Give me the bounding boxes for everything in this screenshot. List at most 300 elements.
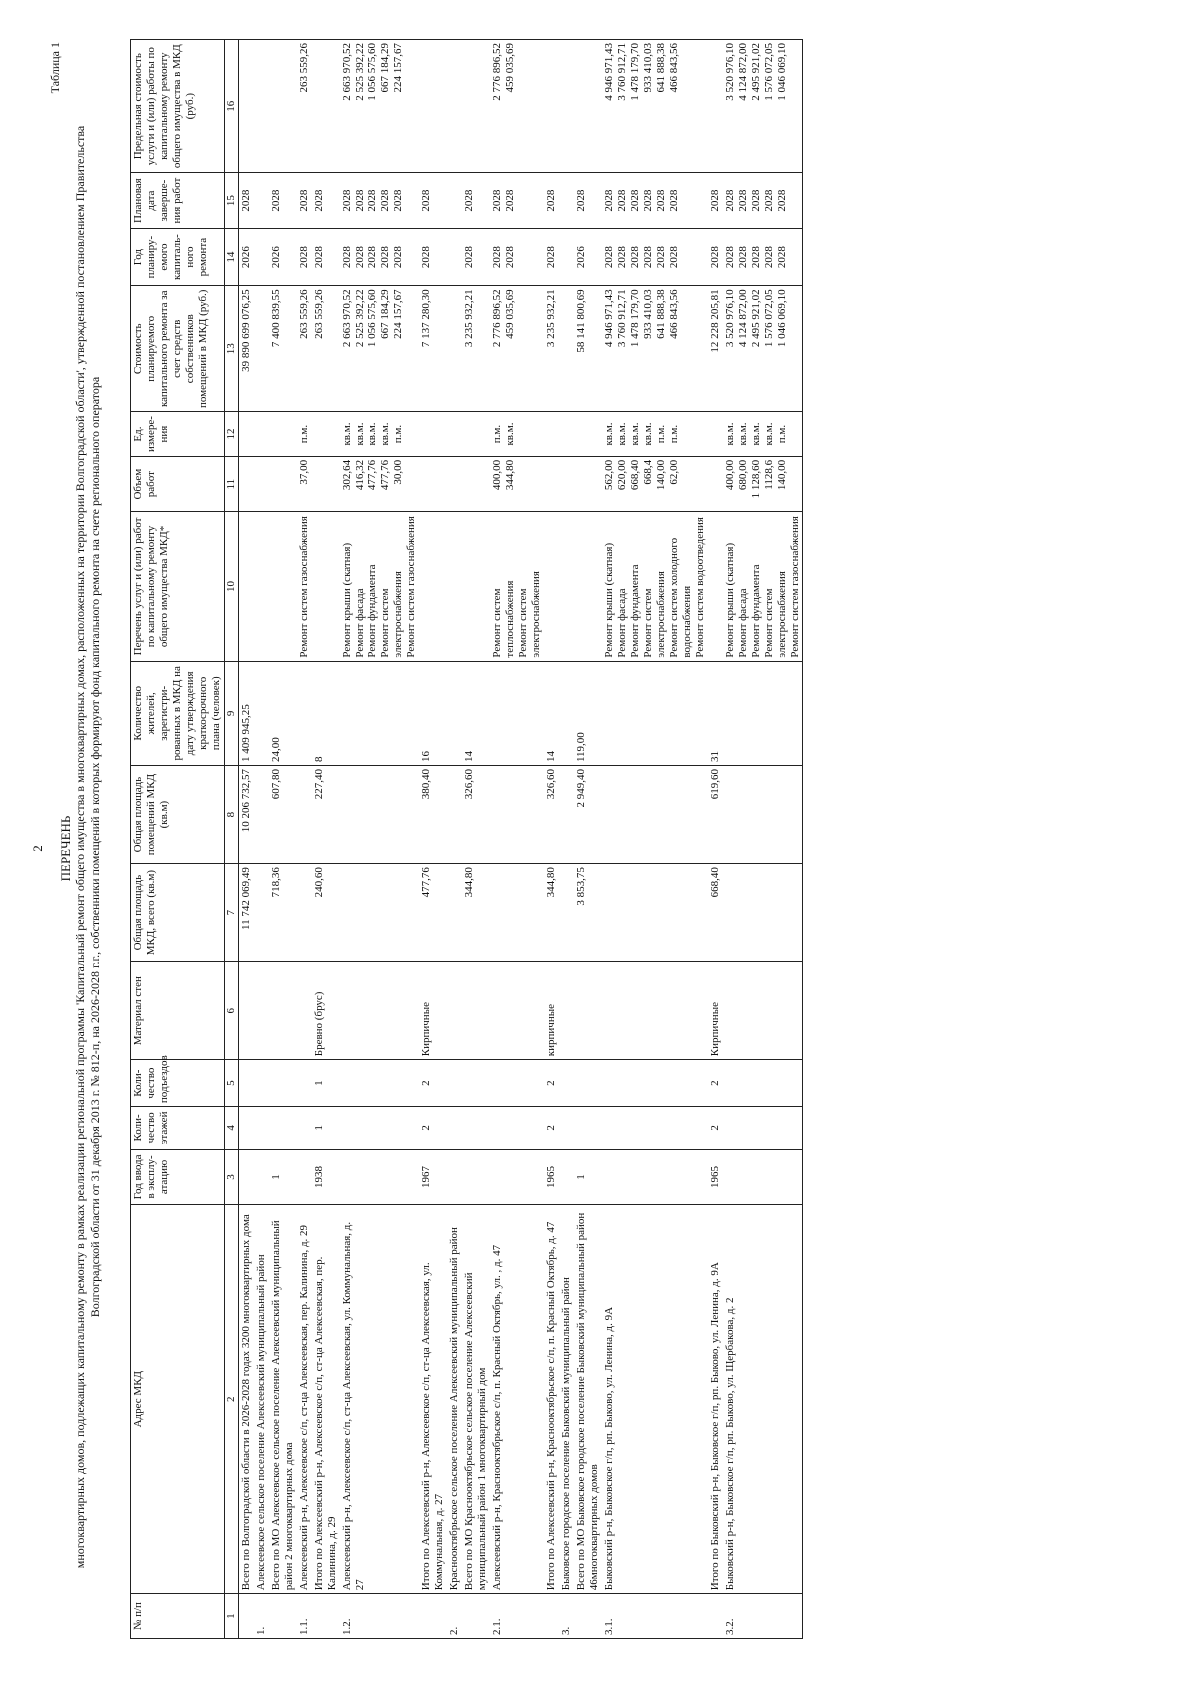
cell-line: кв.м. <box>602 422 615 446</box>
cell-limit <box>602 40 708 173</box>
cell-residents <box>602 661 708 765</box>
cell-num: 3. <box>559 1594 574 1639</box>
cell-line: 62,00 <box>667 459 680 485</box>
cell-vol <box>312 456 340 511</box>
table-row <box>447 40 462 1639</box>
cell-cost <box>254 286 269 412</box>
cell-area-prem <box>559 766 574 864</box>
cell-unit <box>559 412 574 457</box>
cell-line: 2 525 392,22 <box>353 289 366 348</box>
cell-addr: Алексеевское сельское поселение Алексеевский муниципальный район <box>254 1205 269 1594</box>
cell-line: 2028 <box>736 246 749 269</box>
cell-limit <box>462 40 490 173</box>
cell-entr <box>238 1060 253 1107</box>
column-header: Количество жителей, зарегистри-рованных в МКД на дату утверждения краткосрочного плана (человек) <box>131 661 225 765</box>
cell-year <box>723 1149 803 1204</box>
cell-vol <box>254 456 269 511</box>
cell-line: 2028 <box>641 189 654 212</box>
cell-num <box>574 1594 602 1639</box>
cell-addr: Итого по Алексеевский р-н, Алексеевское с/п, ст-ца Алексеевская, ул. Коммунальная, д. 27 <box>419 1205 447 1594</box>
cell-area: 344,80 <box>544 864 559 962</box>
cell-year <box>462 1149 490 1204</box>
cell-limit <box>419 40 447 173</box>
cell-done <box>254 173 269 228</box>
cell-line: 2028 <box>366 246 379 269</box>
cell-unit <box>462 412 490 457</box>
cell-line: 1 576 072,05 <box>762 43 775 101</box>
table-row <box>574 40 602 1639</box>
cell-line: Ремонт систем электроснабжения <box>762 571 788 658</box>
cell-line: п.м. <box>491 424 504 444</box>
cell-vol <box>297 456 312 511</box>
column-number: 11 <box>224 456 238 511</box>
cell-works <box>574 512 602 661</box>
column-header: Год ввода в эксплу-атацию <box>131 1149 225 1204</box>
cell-year <box>559 1149 574 1204</box>
column-number: 7 <box>224 864 238 962</box>
cell-line: 2 663 970,52 <box>340 289 353 348</box>
cell-unit <box>602 412 708 457</box>
cell-line: кв.м. <box>762 422 775 446</box>
cell-line: 140,00 <box>775 459 788 491</box>
cell-year <box>447 1149 462 1204</box>
cell-line: 2 776 896,52 <box>491 289 504 348</box>
cell-year <box>254 1149 269 1204</box>
cell-mat <box>297 962 312 1060</box>
cell-num: 1.2. <box>340 1594 420 1639</box>
table-row <box>544 40 559 1639</box>
column-number: 2 <box>224 1205 238 1594</box>
cell-num: 2.1. <box>490 1594 544 1639</box>
cell-vol <box>544 456 559 511</box>
cell-works <box>490 512 544 661</box>
cell-entr <box>269 1060 297 1107</box>
cell-limit <box>544 40 559 173</box>
cell-line: Ремонт фундамента <box>366 564 379 658</box>
table-row <box>490 40 544 1639</box>
cell-line: 400,00 <box>491 459 504 491</box>
cell-line: 668,40 <box>628 459 641 491</box>
cell-line: Ремонт фасада <box>736 588 749 658</box>
cell-mat: Бревно (брус) <box>312 962 340 1060</box>
table-row <box>269 40 297 1639</box>
cell-residents: 14 <box>462 661 490 765</box>
cell-cost: 7 137 280,30 <box>419 286 447 412</box>
cell-line: п.м. <box>667 424 680 444</box>
cell-works <box>602 512 708 661</box>
cell-line: 4 946 971,43 <box>602 289 615 348</box>
cell-line: 2028 <box>667 189 680 212</box>
cell-floors: 2 <box>708 1107 723 1150</box>
cell-limit <box>297 40 312 173</box>
cell-area: 344,80 <box>462 864 490 962</box>
column-number: 6 <box>224 962 238 1060</box>
cell-area-prem <box>297 766 312 864</box>
cell-year <box>340 1149 420 1204</box>
page-number: 2 <box>30 845 45 852</box>
column-number: 14 <box>224 228 238 286</box>
cell-line: Ремонт систем газоснабжения <box>297 516 310 658</box>
cell-line: 2028 <box>504 246 517 269</box>
cell-line: 2028 <box>775 189 788 212</box>
cell-line: 459 035,69 <box>504 43 517 93</box>
cell-plan-year <box>602 228 708 286</box>
cell-area: 718,36 <box>269 864 297 962</box>
cell-addr: Алексеевский р-н, Алексеевское с/п, ст-ца Алексеевская, ул. Коммунальная, д. 27 <box>340 1205 420 1594</box>
cell-line: 2028 <box>491 246 504 269</box>
cell-line: п.м. <box>775 424 788 444</box>
cell-area: 3 853,75 <box>574 864 602 962</box>
cell-line: кв.м. <box>504 422 517 446</box>
column-number: 16 <box>224 40 238 173</box>
cell-done: 2028 <box>297 173 312 228</box>
cell-floors <box>462 1107 490 1150</box>
cell-plan-year: 2026 <box>574 228 602 286</box>
cell-line: 400,00 <box>723 459 736 491</box>
cell-unit <box>574 412 602 457</box>
cell-year: 1965 <box>708 1149 723 1204</box>
cell-line: Ремонт фасада <box>353 588 366 658</box>
cell-year <box>297 1149 312 1204</box>
cell-line: 3 520 976,10 <box>723 43 736 101</box>
cell-plan-year: 2026 <box>269 228 297 286</box>
cell-line: 466 843,56 <box>667 43 680 93</box>
cell-addr: Всего по МО Краснооктябрьское сельское поселение Алексеевский муниципальный район 1 многоквартирный дом <box>462 1205 490 1594</box>
cell-done: 2028 <box>574 173 602 228</box>
cell-limit <box>254 40 269 173</box>
cell-line: 620,00 <box>615 459 628 491</box>
cell-year: 1965 <box>544 1149 559 1204</box>
column-header: Перечень услуг и (или) работ по капитальному ремонту общего имущества МКД* <box>131 512 225 661</box>
cell-cost: 12 228 205,81 <box>708 286 723 412</box>
cell-floors <box>602 1107 708 1150</box>
cell-line: 4 946 971,43 <box>602 43 615 101</box>
cell-vol <box>462 456 490 511</box>
cell-vol <box>340 456 420 511</box>
cell-line: 2028 <box>392 189 405 212</box>
cell-line: 4 124 872,00 <box>736 289 749 348</box>
cell-vol <box>574 456 602 511</box>
cell-floors <box>490 1107 544 1150</box>
cell-done: 2028 <box>269 173 297 228</box>
cell-line: 2028 <box>602 246 615 269</box>
repair-list-table <box>130 39 803 1639</box>
column-header: Общая площадь помещений МКД (кв.м) <box>131 766 225 864</box>
cell-plan-year <box>559 228 574 286</box>
cell-area <box>490 864 544 962</box>
cell-mat <box>490 962 544 1060</box>
cell-area-prem <box>490 766 544 864</box>
cell-line: 30,00 <box>392 459 405 485</box>
cell-residents: 14 <box>544 661 559 765</box>
cell-line: 2028 <box>615 246 628 269</box>
cell-area: 11 742 069,49 <box>238 864 253 962</box>
cell-line: 37,00 <box>297 459 310 485</box>
cell-line: 140,00 <box>654 459 667 491</box>
cell-line: кв.м. <box>723 422 736 446</box>
cell-limit <box>574 40 602 173</box>
cell-num <box>544 1594 559 1639</box>
cell-addr: Быковское городское поселение Быковский муниципальный район <box>559 1205 574 1594</box>
cell-vol <box>269 456 297 511</box>
cell-entr <box>574 1060 602 1107</box>
cell-line: п.м. <box>297 424 310 444</box>
cell-line: 477,76 <box>379 459 392 491</box>
cell-floors <box>574 1107 602 1150</box>
cell-residents <box>559 661 574 765</box>
cell-line: 2028 <box>628 189 641 212</box>
cell-floors <box>447 1107 462 1150</box>
cell-works <box>269 512 297 661</box>
cell-residents <box>340 661 420 765</box>
cell-line: 477,76 <box>366 459 379 491</box>
cell-cost <box>340 286 420 412</box>
column-header: Коли-чество этажей <box>131 1107 225 1150</box>
cell-line: п.м. <box>654 424 667 444</box>
cell-line: 466 843,56 <box>667 289 680 339</box>
cell-area <box>602 864 708 962</box>
column-number: 15 <box>224 173 238 228</box>
cell-area-prem: 2 949,40 <box>574 766 602 864</box>
cell-done: 2028 <box>708 173 723 228</box>
cell-addr: Всего по МО Алексеевское сельское поселение Алексеевский муниципальный район 2 многоквартирных дома <box>269 1205 297 1594</box>
cell-addr: Быковский р-н, Быковское г/п, рп. Быково, ул. Ленина, д. 9А <box>602 1205 708 1594</box>
column-header: Год планиру-емого капиталь-ного ремонта <box>131 228 225 286</box>
cell-num <box>269 1594 297 1639</box>
cell-line: кв.м. <box>353 422 366 446</box>
column-header: Предельная стоимость услуги и (или) работы по капитальному ремонту общего имущества в МКД (руб.) <box>131 40 225 173</box>
cell-entr <box>723 1060 803 1107</box>
cell-unit <box>447 412 462 457</box>
cell-floors <box>297 1107 312 1150</box>
cell-line: 4 124 872,00 <box>736 43 749 101</box>
cell-line: 641 888,38 <box>654 289 667 339</box>
cell-line: 2028 <box>654 189 667 212</box>
cell-unit <box>490 412 544 457</box>
cell-residents: 1 409 945,25 <box>238 661 253 765</box>
cell-line: 344,80 <box>504 459 517 491</box>
cell-vol <box>447 456 462 511</box>
cell-line: Ремонт фундамента <box>749 564 762 658</box>
cell-floors <box>238 1107 253 1150</box>
column-number-row <box>224 40 238 1639</box>
cell-addr: Алексеевский р-н, Алексеевское с/п, ст-ца Алексеевская, пер. Калинина, д. 29 <box>297 1205 312 1594</box>
column-header: Объем работ <box>131 456 225 511</box>
cell-plan-year: 2028 <box>544 228 559 286</box>
cell-line: 933 410,03 <box>641 43 654 93</box>
cell-line: Ремонт систем холодного водоснабжения <box>667 537 693 658</box>
cell-plan-year: 2028 <box>708 228 723 286</box>
cell-line: кв.м. <box>366 422 379 446</box>
column-header: Плановая дата заверше-ния работ <box>131 173 225 228</box>
cell-addr: Всего по Волгоградской области в 2026-2028 годах 3200 многоквартирных дома <box>238 1205 253 1594</box>
cell-unit <box>269 412 297 457</box>
cell-cost <box>559 286 574 412</box>
cell-line: 641 888,38 <box>654 43 667 93</box>
cell-line: 2028 <box>340 246 353 269</box>
cell-unit <box>544 412 559 457</box>
cell-mat <box>723 962 803 1060</box>
cell-line: 2028 <box>615 189 628 212</box>
cell-addr: Алексеевский р-н, Краснооктябрьское с/п, п. Красный Октябрь, ул. , д. 47 <box>490 1205 544 1594</box>
cell-floors <box>254 1107 269 1150</box>
cell-vol <box>723 456 803 511</box>
cell-cost <box>602 286 708 412</box>
cell-vol <box>602 456 708 511</box>
column-header: Материал стен <box>131 962 225 1060</box>
cell-line: 2028 <box>366 189 379 212</box>
cell-num: 3.1. <box>602 1594 708 1639</box>
cell-unit <box>297 412 312 457</box>
cell-line: Ремонт фасада <box>615 588 628 658</box>
cell-mat <box>269 962 297 1060</box>
cell-line: Ремонт систем электроснабжения <box>379 571 405 658</box>
cell-line: 1 056 575,60 <box>366 43 379 101</box>
cell-line: Ремонт систем водоотведения <box>693 517 706 658</box>
cell-line: Ремонт систем газоснабжения <box>788 516 801 658</box>
table-header-row <box>131 40 225 1639</box>
table-row <box>723 40 803 1639</box>
cell-done <box>490 173 544 228</box>
cell-line: 2028 <box>762 246 775 269</box>
table-row <box>708 40 723 1639</box>
cell-line: Ремонт систем электроснабжения <box>641 571 667 658</box>
cell-mat: Кирпичные <box>708 962 723 1060</box>
cell-residents <box>490 661 544 765</box>
cell-works <box>544 512 559 661</box>
cell-line: Ремонт крыши (скатная) <box>723 542 736 658</box>
cell-addr: Всего по МО Быковское городское поселение Быковский муниципальный район 46многоквартирных домов <box>574 1205 602 1594</box>
cell-area <box>254 864 269 962</box>
cell-year <box>238 1149 253 1204</box>
cell-line: 2028 <box>379 189 392 212</box>
cell-plan-year: 2026 <box>238 228 253 286</box>
cell-line: 263 559,26 <box>297 43 310 93</box>
cell-works <box>723 512 803 661</box>
cell-area-prem: 380,40 <box>419 766 447 864</box>
cell-line: 2028 <box>762 189 775 212</box>
cell-area-prem: 326,60 <box>544 766 559 864</box>
cell-mat <box>238 962 253 1060</box>
cell-area: 668,40 <box>708 864 723 962</box>
cell-addr: Итого по Алексеевский р-н, Алексеевское с/п, ст-ца Алексеевская, пер. Калинина, д. 29 <box>312 1205 340 1594</box>
cell-area-prem: 607,80 <box>269 766 297 864</box>
cell-line: 2 495 921,02 <box>749 289 762 348</box>
cell-line: Ремонт крыши (скатная) <box>602 542 615 658</box>
column-header: Коли-чество подъездов <box>131 1060 225 1107</box>
cell-done: 2028 <box>544 173 559 228</box>
table-row <box>254 40 269 1639</box>
cell-plan-year <box>340 228 420 286</box>
cell-plan-year: 2028 <box>462 228 490 286</box>
cell-cost <box>490 286 544 412</box>
cell-line: 459 035,69 <box>504 289 517 339</box>
cell-vol <box>490 456 544 511</box>
cell-area-prem <box>602 766 708 864</box>
column-number: 8 <box>224 766 238 864</box>
cell-limit <box>269 40 297 173</box>
cell-line: 2028 <box>775 246 788 269</box>
table-row <box>559 40 574 1639</box>
cell-vol <box>419 456 447 511</box>
cell-entr <box>602 1060 708 1107</box>
cell-mat <box>559 962 574 1060</box>
cell-plan-year <box>490 228 544 286</box>
cell-limit <box>490 40 544 173</box>
cell-residents <box>254 661 269 765</box>
cell-num: 3.2. <box>723 1594 803 1639</box>
cell-line: кв.м. <box>379 422 392 446</box>
cell-works <box>447 512 462 661</box>
cell-line: 2028 <box>641 246 654 269</box>
column-number: 5 <box>224 1060 238 1107</box>
column-header: Стоимость планируемого капитального ремонта за счет средств собственников помещений в МКД (руб.) <box>131 286 225 412</box>
cell-unit <box>254 412 269 457</box>
cell-line: 2028 <box>723 246 736 269</box>
cell-line: 2028 <box>602 189 615 212</box>
cell-residents: 24,00 <box>269 661 297 765</box>
cell-area-prem <box>340 766 420 864</box>
cell-line: 667 184,29 <box>379 289 392 339</box>
cell-floors: 1 <box>312 1107 340 1150</box>
cell-entr <box>340 1060 420 1107</box>
cell-line: 2 495 921,02 <box>749 43 762 101</box>
table-row <box>238 40 253 1639</box>
cell-line: 2028 <box>353 189 366 212</box>
cell-year: 1967 <box>419 1149 447 1204</box>
cell-unit <box>238 412 253 457</box>
cell-area <box>559 864 574 962</box>
column-number: 10 <box>224 512 238 661</box>
cell-works <box>559 512 574 661</box>
cell-residents: 119,00 <box>574 661 602 765</box>
cell-cost: 263 559,26 <box>312 286 340 412</box>
cell-done <box>340 173 420 228</box>
column-number: 4 <box>224 1107 238 1150</box>
cell-line: 2028 <box>504 189 517 212</box>
cell-addr: Краснооктябрьское сельское поселение Алексеевский муниципальный район <box>447 1205 462 1594</box>
cell-area <box>297 864 312 962</box>
cell-cost: 3 235 932,21 <box>462 286 490 412</box>
cell-line: 224 157,67 <box>392 289 405 339</box>
cell-mat <box>462 962 490 1060</box>
cell-done: 2028 <box>462 173 490 228</box>
cell-unit <box>723 412 803 457</box>
cell-cost: 39 890 699 076,25 <box>238 286 253 412</box>
cell-done <box>602 173 708 228</box>
cell-done <box>447 173 462 228</box>
cell-year: 1 <box>269 1149 297 1204</box>
cell-line: 2 525 392,22 <box>353 43 366 101</box>
cell-num <box>238 1594 253 1639</box>
cell-works <box>708 512 723 661</box>
cell-entr <box>447 1060 462 1107</box>
cell-residents <box>447 661 462 765</box>
cell-line: 562,00 <box>602 459 615 491</box>
cell-line: 1 046 069,10 <box>775 43 788 101</box>
cell-floors <box>723 1107 803 1150</box>
cell-plan-year <box>254 228 269 286</box>
table-row <box>297 40 312 1639</box>
table-row <box>602 40 708 1639</box>
cell-cost <box>447 286 462 412</box>
document-subtitle: многоквартирных домов, подлежащих капитальному ремонту в рамках реализации региональной программы 'Капитальный ремонт общего имущества в многоквартирных домах, расположенных на территории Волгоградской области', утвержденной постановлением Правительства Волгоградской области от 31 декабря 2013 г. № 812-п, на 2026-2028 г.г., собственники помещений в которых формируют фонд капитального ремонта на счете регионального оператора <box>73 125 102 1569</box>
cell-line: 2 663 970,52 <box>340 43 353 101</box>
cell-year <box>602 1149 708 1204</box>
cell-area-prem <box>254 766 269 864</box>
cell-cost: 3 235 932,21 <box>544 286 559 412</box>
cell-addr: Быковский р-н, Быковское г/п, рп. Быково, ул. Щербакова, д. 2 <box>723 1205 803 1594</box>
